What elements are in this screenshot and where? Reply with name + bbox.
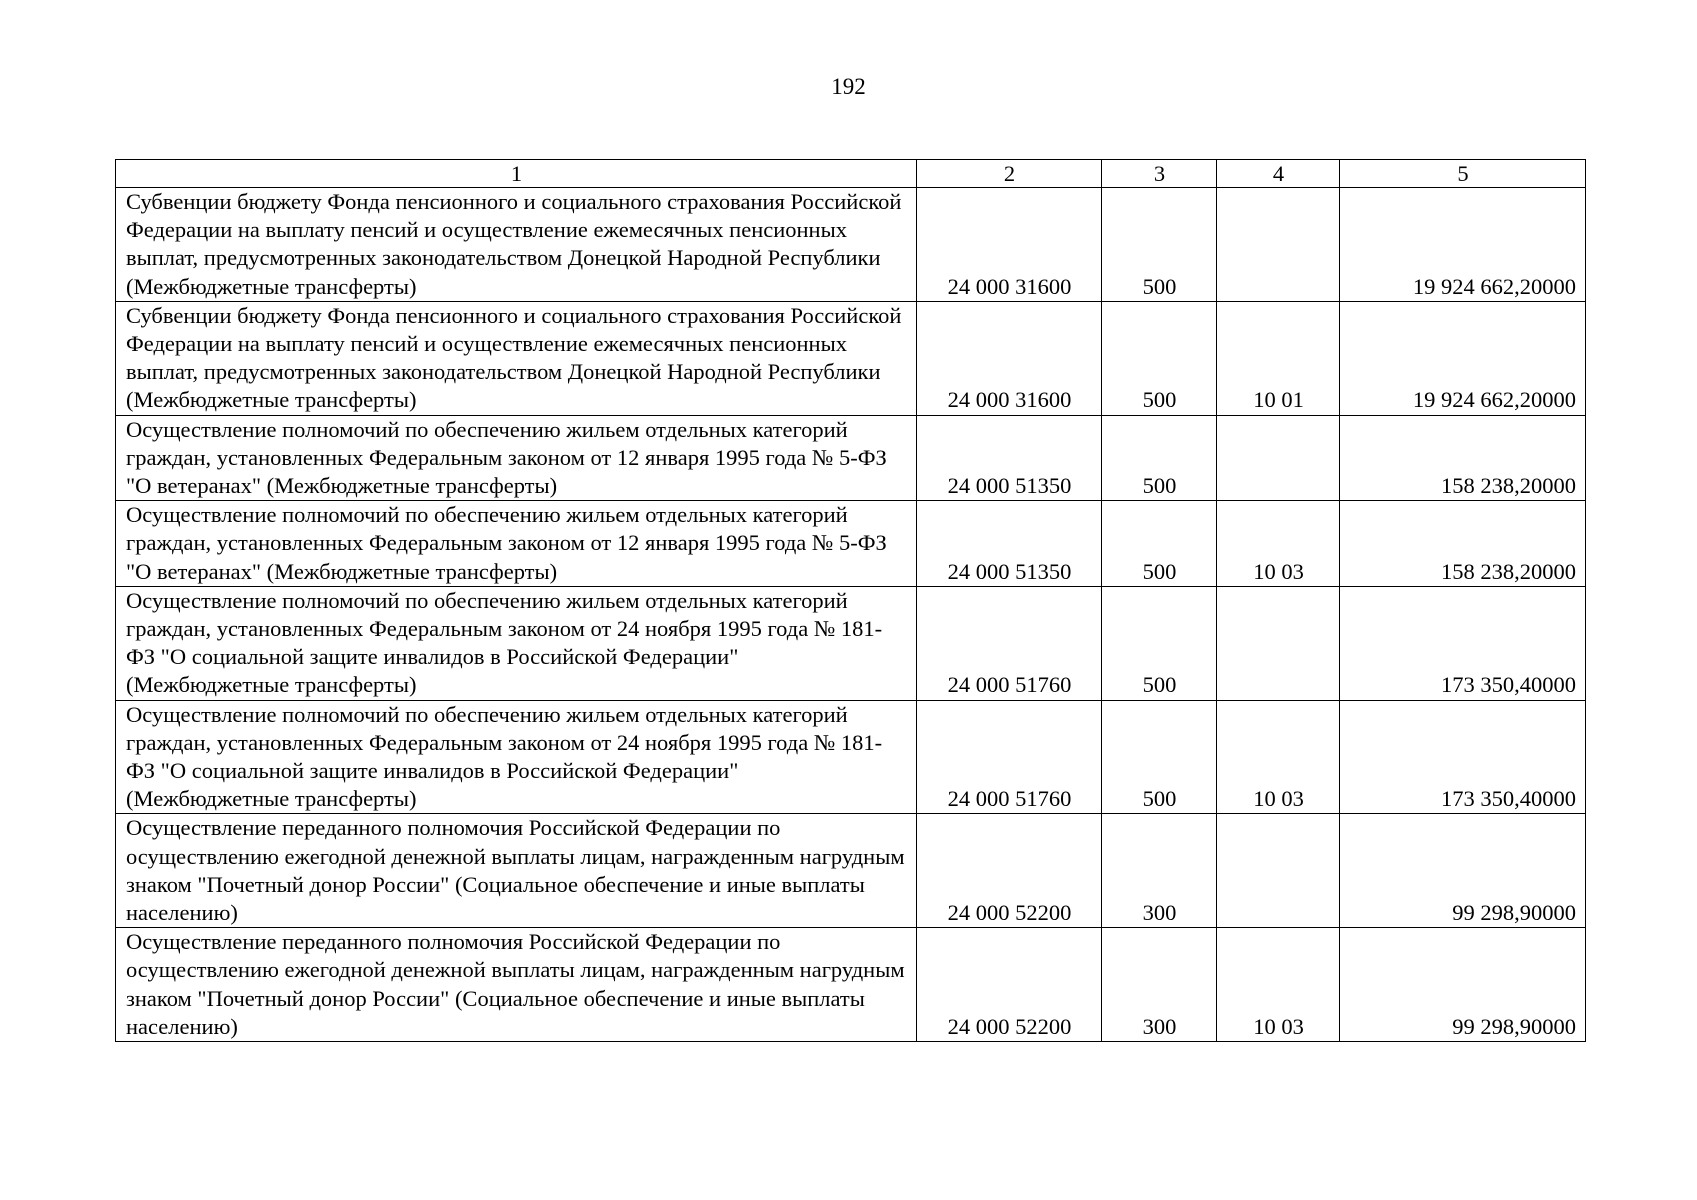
column-header-code: 2 xyxy=(917,160,1102,188)
row-section: 10 03 xyxy=(1217,501,1340,587)
table-row xyxy=(116,586,1586,700)
row-amount: 99 298,90000 xyxy=(1340,814,1586,928)
row-description: Осуществление переданного полномочия Российской Федерации по осуществлению ежегодной денежной выплаты лицам, награжденным нагрудным знаком "Почетный донор России" (Социальное обеспечение и иные выплаты населению) xyxy=(116,928,917,1042)
table-header-row xyxy=(116,160,1586,188)
row-section: 10 03 xyxy=(1217,700,1340,814)
row-description: Осуществление полномочий по обеспечению жильем отдельных категорий граждан, установленных Федеральным законом от 24 ноября 1995 года № 181-ФЗ "О социальной защите инвалидов в Российской Федерации" (Межбюджетные трансферты) xyxy=(116,700,917,814)
row-section xyxy=(1217,415,1340,501)
row-target-code: 24 000 51760 xyxy=(917,700,1102,814)
row-target-code: 24 000 52200 xyxy=(917,814,1102,928)
row-amount: 99 298,90000 xyxy=(1340,928,1586,1042)
row-amount: 158 238,20000 xyxy=(1340,415,1586,501)
row-target-code: 24 000 52200 xyxy=(917,928,1102,1042)
row-expense-type: 300 xyxy=(1102,928,1217,1042)
row-amount: 173 350,40000 xyxy=(1340,700,1586,814)
row-target-code: 24 000 51350 xyxy=(917,501,1102,587)
row-description: Субвенции бюджету Фонда пенсионного и социального страхования Российской Федерации на выплату пенсий и осуществление ежемесячных пенсионных выплат, предусмотренных законодательством Донецкой Народной Республики (Межбюджетные трансферты) xyxy=(116,188,917,302)
row-expense-type: 500 xyxy=(1102,700,1217,814)
row-expense-type: 300 xyxy=(1102,814,1217,928)
table-row xyxy=(116,188,1586,302)
row-amount: 173 350,40000 xyxy=(1340,586,1586,700)
row-section xyxy=(1217,586,1340,700)
row-expense-type: 500 xyxy=(1102,301,1217,415)
row-expense-type: 500 xyxy=(1102,188,1217,302)
budget-table xyxy=(115,159,1586,1042)
row-section: 10 03 xyxy=(1217,928,1340,1042)
row-target-code: 24 000 51350 xyxy=(917,415,1102,501)
row-expense-type: 500 xyxy=(1102,586,1217,700)
column-header-section: 4 xyxy=(1217,160,1340,188)
table-row xyxy=(116,928,1586,1042)
row-section: 10 01 xyxy=(1217,301,1340,415)
row-target-code: 24 000 31600 xyxy=(917,188,1102,302)
row-section xyxy=(1217,814,1340,928)
page-number: 192 xyxy=(831,74,866,99)
row-section xyxy=(1217,188,1340,302)
row-expense-type: 500 xyxy=(1102,415,1217,501)
row-target-code: 24 000 31600 xyxy=(917,301,1102,415)
table-row xyxy=(116,415,1586,501)
column-header-expense-type: 3 xyxy=(1102,160,1217,188)
table-row xyxy=(116,700,1586,814)
table-row xyxy=(116,501,1586,587)
row-description: Осуществление полномочий по обеспечению жильем отдельных категорий граждан, установленных Федеральным законом от 24 ноября 1995 года № 181-ФЗ "О социальной защите инвалидов в Российской Федерации" (Межбюджетные трансферты) xyxy=(116,586,917,700)
column-header-description: 1 xyxy=(116,160,917,188)
row-expense-type: 500 xyxy=(1102,501,1217,587)
row-target-code: 24 000 51760 xyxy=(917,586,1102,700)
table-row xyxy=(116,814,1586,928)
row-amount: 19 924 662,20000 xyxy=(1340,301,1586,415)
row-description: Субвенции бюджету Фонда пенсионного и социального страхования Российской Федерации на выплату пенсий и осуществление ежемесячных пенсионных выплат, предусмотренных законодательством Донецкой Народной Республики (Межбюджетные трансферты) xyxy=(116,301,917,415)
row-description: Осуществление переданного полномочия Российской Федерации по осуществлению ежегодной денежной выплаты лицам, награжденным нагрудным знаком "Почетный донор России" (Социальное обеспечение и иные выплаты населению) xyxy=(116,814,917,928)
column-header-amount: 5 xyxy=(1340,160,1586,188)
row-description: Осуществление полномочий по обеспечению жильем отдельных категорий граждан, установленных Федеральным законом от 12 января 1995 года № 5-ФЗ "О ветеранах" (Межбюджетные трансферты) xyxy=(116,415,917,501)
row-description: Осуществление полномочий по обеспечению жильем отдельных категорий граждан, установленных Федеральным законом от 12 января 1995 года № 5-ФЗ "О ветеранах" (Межбюджетные трансферты) xyxy=(116,501,917,587)
row-amount: 19 924 662,20000 xyxy=(1340,188,1586,302)
row-amount: 158 238,20000 xyxy=(1340,501,1586,587)
table-row xyxy=(116,301,1586,415)
